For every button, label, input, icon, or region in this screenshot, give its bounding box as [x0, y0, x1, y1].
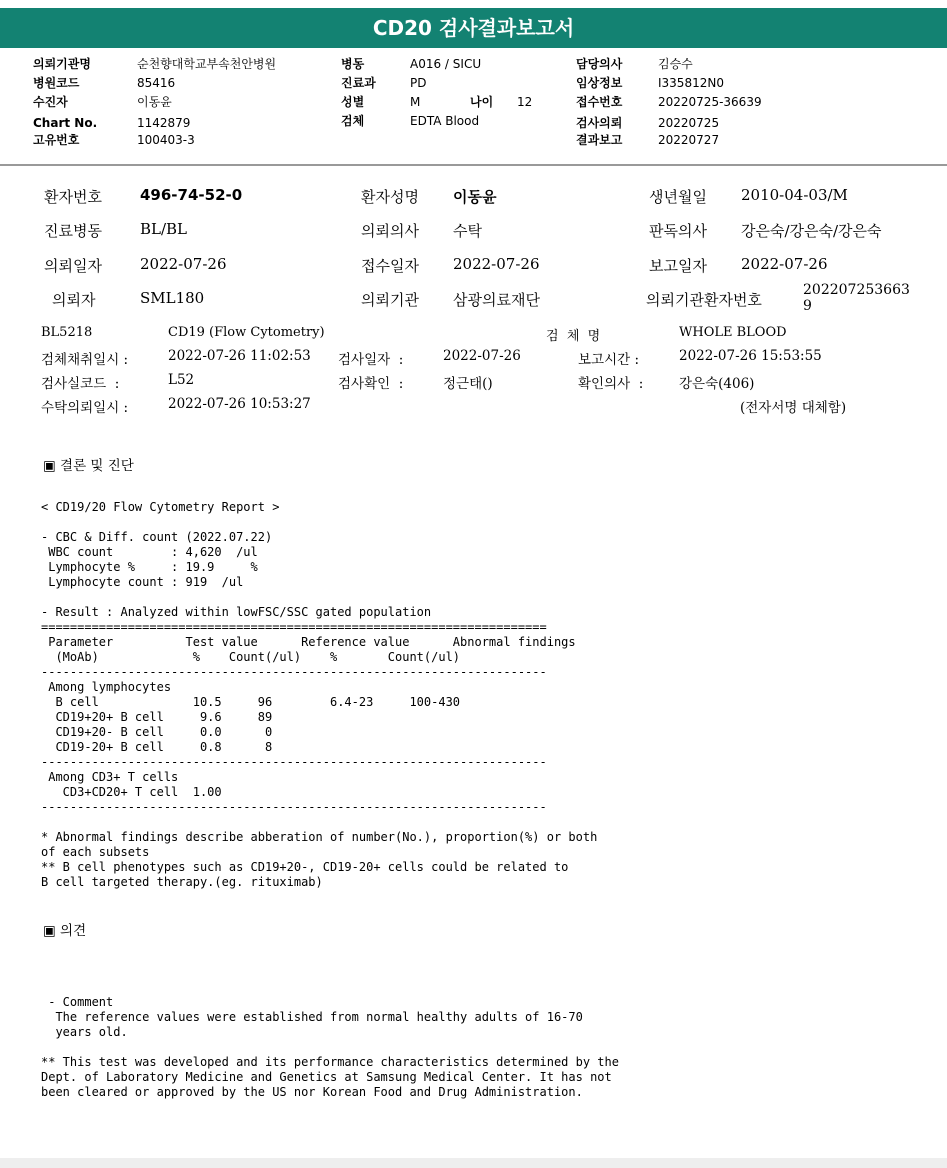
specimen-name-value: WHOLE BLOOD — [679, 325, 787, 340]
report-time-label: 보고시간 : — [578, 352, 640, 368]
patient-name-label: 수진자 — [33, 95, 68, 109]
report-day-label: 보고일자 — [649, 257, 707, 275]
conclusion-heading: ▣ 결론 및 진단 — [43, 458, 134, 474]
clinical-info-label: 임상정보 — [576, 76, 623, 90]
unique-no-value: 100403-3 — [137, 133, 195, 147]
org-patient-no-line1: 202207253663 — [803, 282, 910, 298]
ward-value: A016 / SICU — [410, 57, 482, 71]
test-name: CD19 (Flow Cytometry) — [168, 325, 325, 340]
opinion-heading: ▣ 의견 — [43, 923, 87, 939]
department-label: 진료과 — [341, 76, 376, 90]
comment-text: - Comment The reference values were established from normal healthy adults of 16-70 years old. ** This test was developed and its performance characteristics determined by the Dept. of Laboratory Medicine and Genetics at Samsung Medical Center. It has not been cleared or approved by the US nor Korean Food and Drug Administration. — [41, 995, 619, 1099]
requester-label: 의뢰자 — [52, 291, 96, 309]
birthdate-label: 생년월일 — [649, 188, 707, 206]
patient-name-value: 이동윤 — [137, 95, 172, 109]
patient-no-value: 496-74-52-0 — [140, 186, 243, 204]
order-date-value: 2022-07-26 — [140, 255, 227, 273]
chart-no-label: Chart No. — [33, 116, 98, 130]
request-date-label: 검사의뢰 — [576, 116, 623, 130]
patient-fullname-label: 환자성명 — [361, 188, 419, 206]
ward-code-label: 진료병동 — [44, 222, 102, 240]
patient-no-label: 환자번호 — [44, 188, 102, 206]
sex-value: M — [410, 95, 421, 109]
birthdate-value: 2010-04-03/M — [741, 186, 848, 204]
department-value: PD — [410, 76, 427, 90]
accession-label: 접수번호 — [576, 95, 623, 109]
specimen-label: 검체 — [341, 114, 365, 128]
lab-code-label: 검사실코드 : — [41, 376, 120, 392]
clinical-info-value: I335812N0 — [658, 76, 724, 90]
chart-no-value: 1142879 — [137, 116, 191, 130]
confirm-doctor-label: 확인의사 : — [578, 376, 644, 392]
footer-bar — [0, 1158, 947, 1168]
collection-time-label: 검체채취일시 : — [41, 352, 129, 368]
accession-value: 20220725-36639 — [658, 95, 762, 109]
org-patient-no-value — [803, 282, 910, 314]
ward-code-value: BL/BL — [140, 220, 188, 238]
confirm-doctor-value: 강은숙(406) — [679, 376, 755, 392]
test-confirm-label: 검사확인 : — [338, 376, 404, 392]
consign-time-value: 2022-07-26 10:53:27 — [168, 396, 311, 412]
hospital-name-label: 의뢰기관명 — [33, 57, 91, 71]
age-label: 나이 — [470, 95, 494, 109]
patient-fullname-value: 이동윤 — [453, 188, 497, 206]
lab-code-value: L52 — [168, 372, 195, 388]
specimen-name-label: 검 체 명 — [546, 329, 601, 344]
receipt-date-label: 접수일자 — [361, 257, 419, 275]
test-confirm-value: 정근태() — [443, 376, 493, 392]
requesting-org-label: 의뢰기관 — [361, 291, 419, 309]
hospital-name-value: 순천향대학교부속천안병원 — [137, 57, 277, 71]
report-day-value: 2022-07-26 — [741, 255, 828, 273]
report-title: CD20 검사결과보고서 — [0, 8, 947, 48]
report-date-label: 결과보고 — [576, 133, 623, 147]
requesting-org-value: 삼광의료재단 — [453, 291, 540, 309]
consign-time-label: 수탁의뢰일시 : — [41, 400, 129, 416]
report-time-value: 2022-07-26 15:53:55 — [679, 348, 822, 364]
ward-label: 병동 — [341, 57, 365, 71]
order-date-label: 의뢰일자 — [44, 257, 102, 275]
hospital-code-value: 85416 — [137, 76, 176, 90]
age-value: 12 — [517, 95, 533, 109]
request-date-value: 20220725 — [658, 116, 720, 130]
test-date-value: 2022-07-26 — [443, 348, 521, 364]
requester-value: SML180 — [140, 289, 205, 307]
sex-label: 성별 — [341, 95, 365, 109]
org-patient-no-label: 의뢰기관환자번호 — [646, 291, 762, 309]
ordering-doctor-value: 수탁 — [453, 222, 482, 240]
reading-doctor-label: 판독의사 — [649, 222, 707, 240]
ordering-doctor-label: 의뢰의사 — [361, 222, 419, 240]
test-code: BL5218 — [41, 325, 93, 340]
unique-no-label: 고유번호 — [33, 133, 80, 147]
attending-value: 김승수 — [658, 57, 693, 71]
request-header — [0, 48, 947, 166]
org-patient-no-line2: 9 — [803, 298, 812, 314]
report-date-value: 20220727 — [658, 133, 720, 147]
hospital-code-label: 병원코드 — [33, 76, 80, 90]
flow-cytometry-report: < CD19/20 Flow Cytometry Report > - CBC & Diff. count (2022.07.22) WBC count : 4,620 /ul Lymphocyte % : 19.9 % Lymphocyte count : 919 /ul - Result : Analyzed within lowFSC/SSC gated population ====================================================================== Parameter Test value Reference value Abnormal findings (MoAb) % Count(/ul) % Count(/ul) ---------------------------------------------------------------------- Among lymphocytes B cell 10.5 96 6.4-23 100-430 CD19+20+ B cell 9.6 89 CD19+20- B cell 0.0 0 CD19-20+ B cell 0.8 8 ---------------------------------------------------------------------- Among CD3+ T cells CD3+CD20+ T cell 1.00 ---------------------------------------------------------------------- * Abnormal findings describe abberation of number(No.), proportion(%) or both of each subsets ** B cell phenotypes such as CD19+20-, CD19-20+ cells could be related to B cell targeted therapy.(eg. rituximab) — [41, 500, 598, 889]
reading-doctor-value: 강은숙/강은숙/강은숙 — [741, 222, 882, 240]
specimen-value: EDTA Blood — [410, 114, 480, 128]
attending-label: 담당의사 — [576, 57, 623, 71]
collection-time-value: 2022-07-26 11:02:53 — [168, 348, 311, 364]
test-date-label: 검사일자 : — [338, 352, 404, 368]
receipt-date-value: 2022-07-26 — [453, 255, 540, 273]
esign-note: (전자서명 대체함) — [740, 400, 847, 416]
